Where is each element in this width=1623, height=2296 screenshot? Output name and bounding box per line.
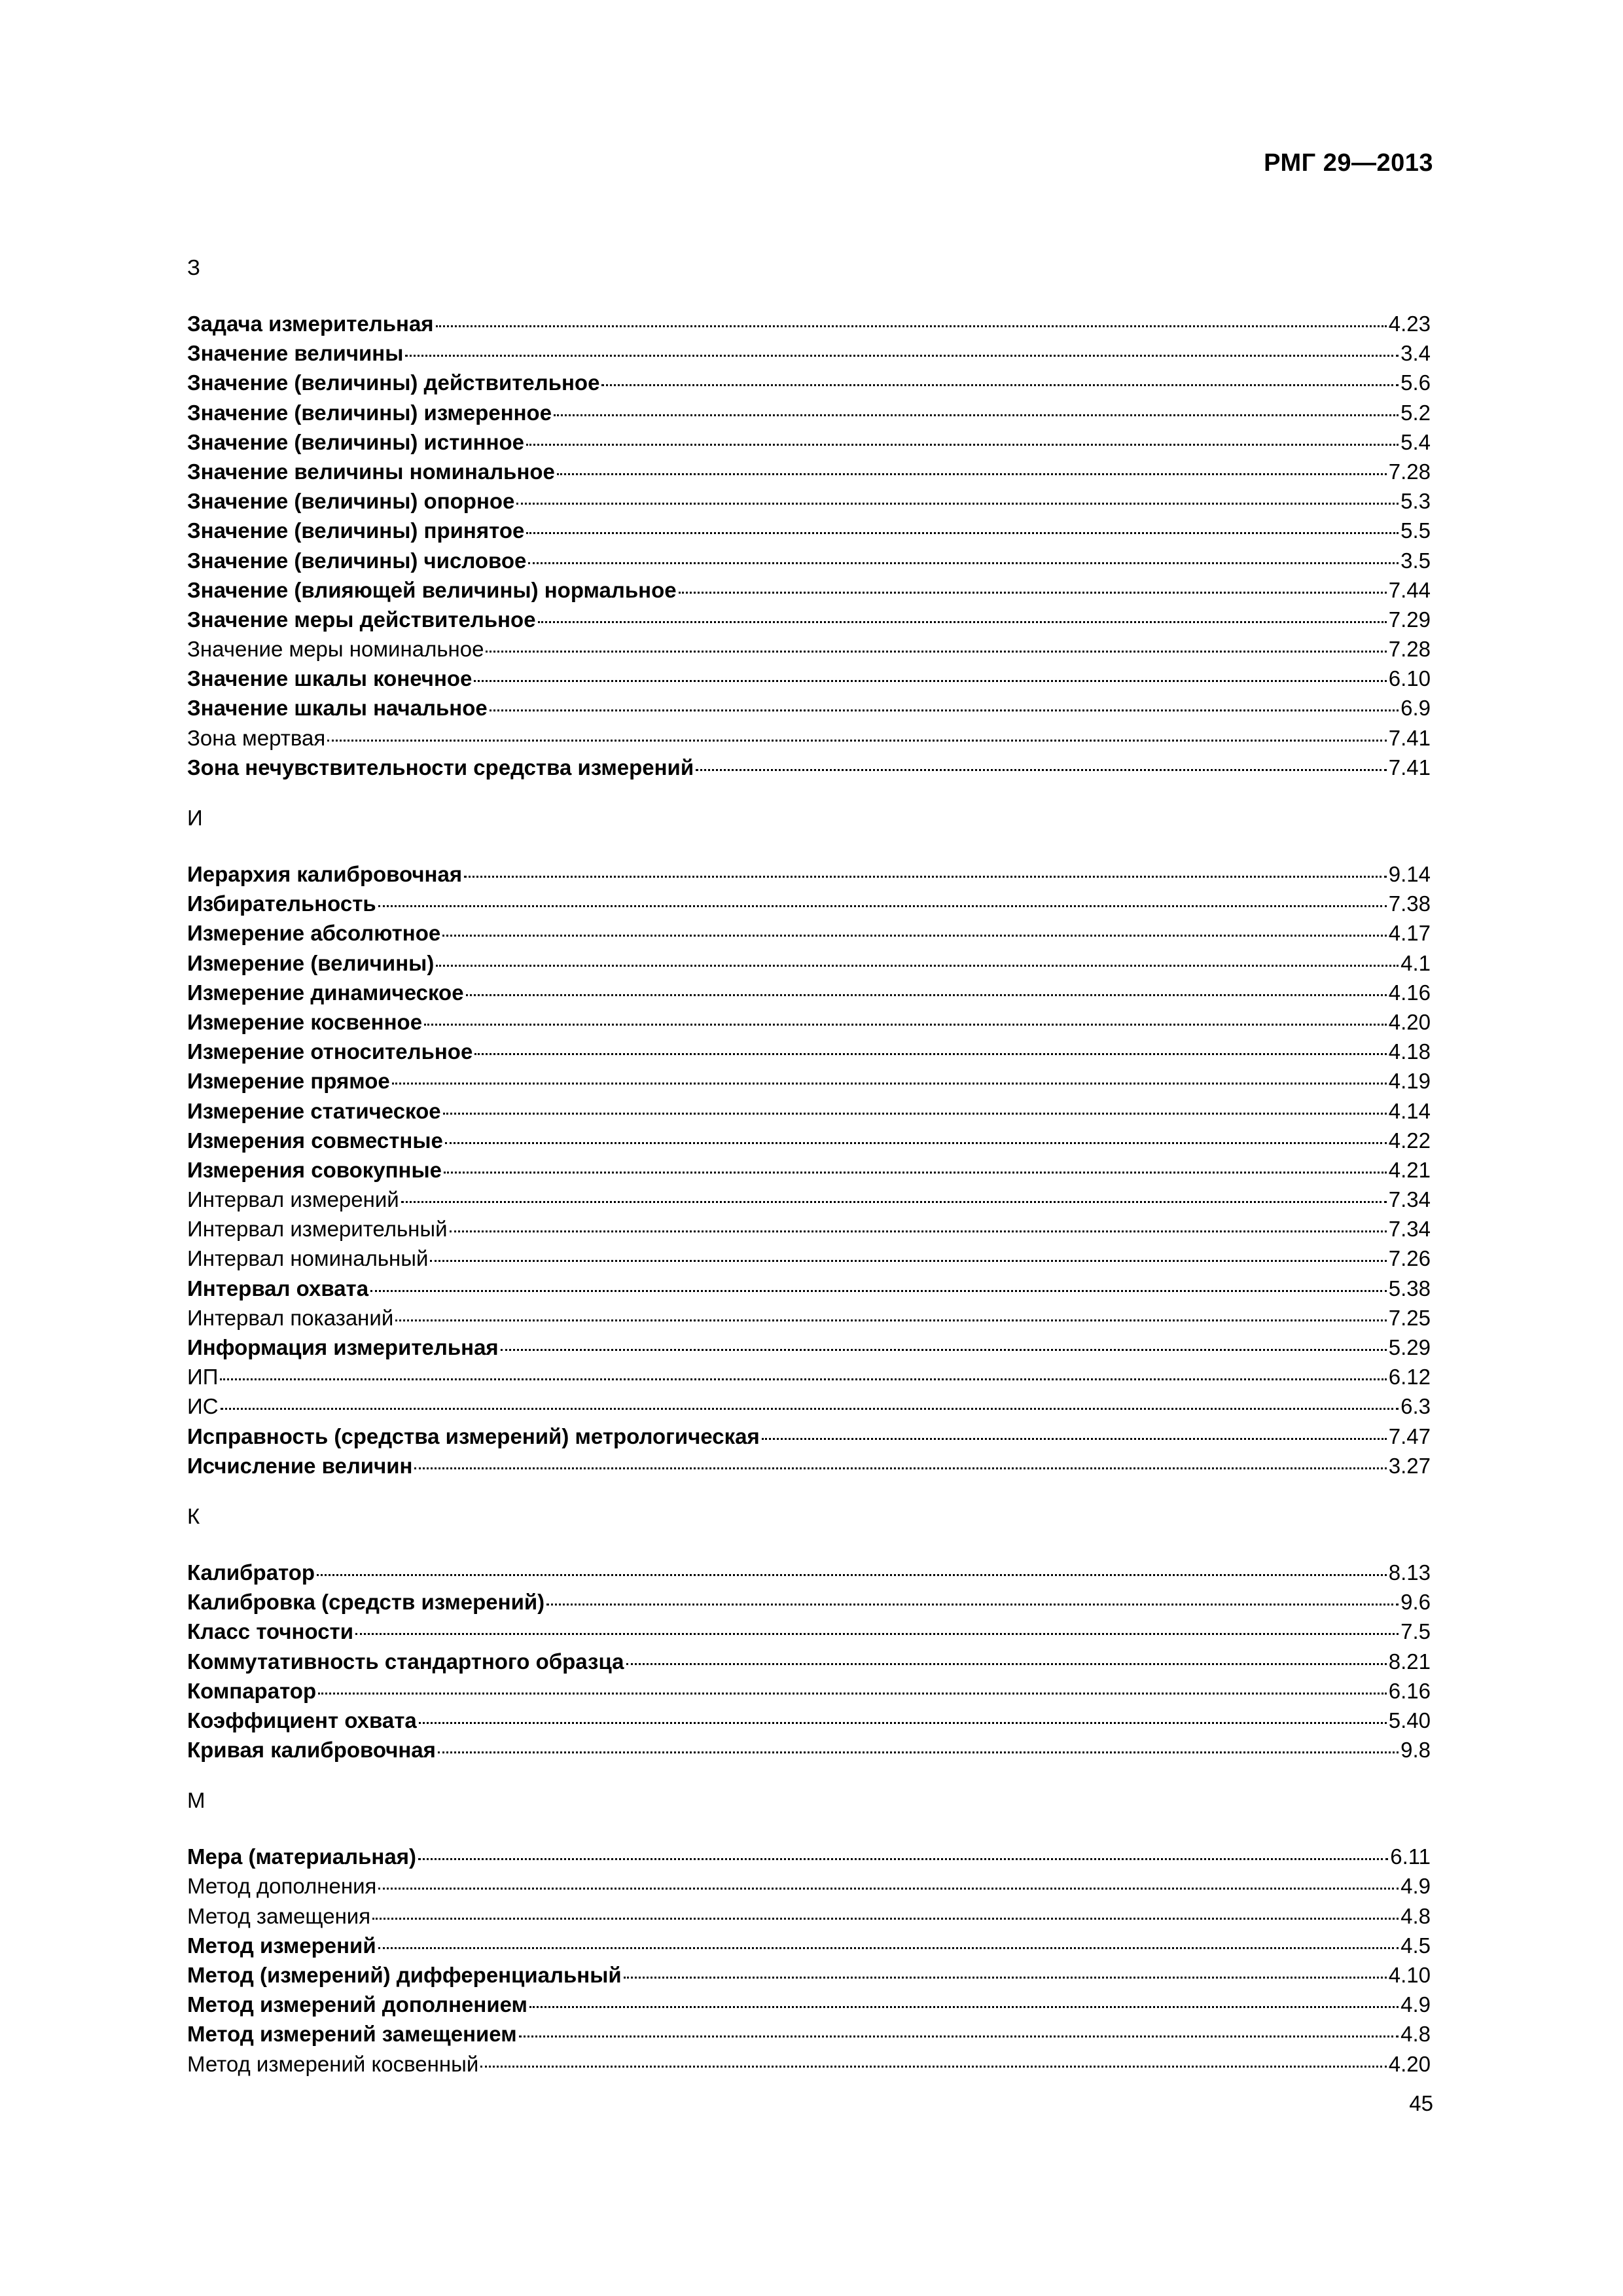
entry-reference: 7.28 bbox=[1388, 637, 1431, 662]
entry-term: Значение (величины) измеренное bbox=[187, 400, 552, 425]
entry-term: ИП bbox=[187, 1365, 219, 1390]
dot-leader bbox=[529, 2006, 1399, 2008]
entry-reference: 5.2 bbox=[1400, 400, 1431, 425]
dot-leader bbox=[624, 1977, 1387, 1979]
dot-leader bbox=[317, 1574, 1387, 1576]
alphabetical-index bbox=[187, 255, 1431, 2079]
entry-reference: 6.10 bbox=[1388, 666, 1431, 691]
dot-leader bbox=[419, 1722, 1387, 1724]
entry-reference: 3.27 bbox=[1388, 1453, 1431, 1478]
entry-reference: 7.34 bbox=[1388, 1217, 1431, 1242]
entry-reference: 7.28 bbox=[1388, 459, 1431, 484]
entry-reference: 4.9 bbox=[1400, 1992, 1431, 2017]
entry-term: Иерархия калибровочная bbox=[187, 862, 463, 886]
dot-leader bbox=[424, 1024, 1387, 1026]
dot-leader bbox=[696, 769, 1387, 771]
entry-term: Измерение косвенное bbox=[187, 1009, 423, 1034]
entry-term: Измерение (величины) bbox=[187, 950, 435, 975]
index-entry bbox=[187, 1214, 1431, 1244]
entry-reference: 5.40 bbox=[1388, 1708, 1431, 1732]
index-entry bbox=[187, 605, 1431, 634]
entry-term: Коэффициент охвата bbox=[187, 1708, 417, 1732]
index-entry bbox=[187, 368, 1431, 397]
dot-leader bbox=[464, 876, 1387, 878]
dot-leader bbox=[445, 1142, 1387, 1144]
dot-leader bbox=[430, 1260, 1386, 1262]
index-entry bbox=[187, 1007, 1431, 1037]
entry-term: Метод дополнения bbox=[187, 1874, 377, 1899]
entry-term: Измерение статическое bbox=[187, 1098, 441, 1123]
index-entry bbox=[187, 457, 1431, 486]
index-entry bbox=[187, 753, 1431, 782]
dot-leader bbox=[554, 414, 1399, 416]
dot-leader bbox=[474, 1053, 1386, 1055]
index-entry bbox=[187, 859, 1431, 889]
index-entry bbox=[187, 889, 1431, 918]
index-entry bbox=[187, 1706, 1431, 1735]
entry-reference: 5.38 bbox=[1388, 1276, 1431, 1300]
section-letter: З bbox=[187, 255, 200, 279]
dot-leader bbox=[370, 1290, 1387, 1292]
entry-reference: 9.14 bbox=[1388, 862, 1431, 886]
index-entry bbox=[187, 575, 1431, 605]
index-entry bbox=[187, 693, 1431, 723]
dot-leader bbox=[526, 532, 1399, 534]
entry-term: Класс точности bbox=[187, 1619, 354, 1644]
index-entry bbox=[187, 1587, 1431, 1617]
dot-leader bbox=[490, 709, 1399, 711]
index-entry bbox=[187, 1558, 1431, 1587]
index-entry bbox=[187, 1362, 1431, 1391]
dot-leader bbox=[528, 562, 1399, 564]
dot-leader bbox=[480, 2066, 1387, 2068]
index-entry bbox=[187, 1960, 1431, 1990]
entry-reference: 4.17 bbox=[1388, 921, 1431, 946]
index-entry bbox=[187, 2019, 1431, 2049]
index-entry bbox=[187, 1901, 1431, 1931]
page-number: 45 bbox=[1409, 2091, 1433, 2115]
entry-term: Избирательность bbox=[187, 891, 376, 916]
index-entry bbox=[187, 1185, 1431, 1214]
dot-leader bbox=[486, 651, 1386, 653]
section-letter: М bbox=[187, 1788, 205, 1813]
entry-reference: 6.9 bbox=[1400, 696, 1431, 721]
dot-leader bbox=[392, 1083, 1387, 1085]
dot-leader bbox=[626, 1663, 1387, 1665]
dot-leader bbox=[327, 740, 1387, 742]
dot-leader bbox=[438, 1751, 1399, 1753]
entry-term: Измерение динамическое bbox=[187, 980, 464, 1005]
entry-term: Значение (величины) опорное bbox=[187, 489, 515, 514]
entry-term: Исправность (средства измерений) метрологическая bbox=[187, 1424, 760, 1448]
entry-reference: 6.3 bbox=[1400, 1394, 1431, 1419]
entry-term: Интервал показаний bbox=[187, 1305, 394, 1330]
entry-term: Значение шкалы начальное bbox=[187, 696, 488, 721]
entry-reference: 5.4 bbox=[1400, 429, 1431, 454]
dot-leader bbox=[557, 473, 1387, 475]
entry-reference: 4.8 bbox=[1400, 2022, 1431, 2047]
entry-term: Значение (влияющей величины) нормальное bbox=[187, 577, 677, 602]
entry-term: Метод измерений дополнением bbox=[187, 1992, 527, 2017]
dot-leader bbox=[762, 1438, 1387, 1440]
entry-reference: 7.26 bbox=[1388, 1246, 1431, 1271]
dot-leader bbox=[538, 621, 1387, 623]
entry-term: Измерение абсолютное bbox=[187, 921, 441, 946]
dot-leader bbox=[318, 1693, 1387, 1695]
entry-reference: 9.8 bbox=[1400, 1738, 1431, 1763]
dot-leader bbox=[418, 1858, 1388, 1860]
entry-reference: 7.29 bbox=[1388, 607, 1431, 632]
entry-term: Зона нечувствительности средства измерений bbox=[187, 755, 694, 780]
entry-term: Калибровка (средств измерений) bbox=[187, 1590, 545, 1615]
index-entry bbox=[187, 978, 1431, 1007]
entry-reference: 5.29 bbox=[1388, 1335, 1431, 1359]
index-entry bbox=[187, 516, 1431, 545]
dot-leader bbox=[436, 965, 1399, 967]
entry-term: Значение (величины) принятое bbox=[187, 518, 525, 543]
dot-leader bbox=[450, 1230, 1387, 1232]
dot-leader bbox=[378, 1888, 1399, 1890]
entry-term: Метод измерений bbox=[187, 1933, 376, 1958]
index-entry bbox=[187, 2049, 1431, 2079]
entry-term: Значение величины номинальное bbox=[187, 459, 555, 484]
index-entry bbox=[187, 1422, 1431, 1451]
entry-reference: 5.5 bbox=[1400, 518, 1431, 543]
entry-term: Коммутативность стандартного образца bbox=[187, 1649, 624, 1674]
index-entry bbox=[187, 1676, 1431, 1706]
entry-reference: 7.5 bbox=[1400, 1619, 1431, 1644]
entry-reference: 4.21 bbox=[1388, 1157, 1431, 1182]
index-entry bbox=[187, 427, 1431, 457]
entry-reference: 4.19 bbox=[1388, 1069, 1431, 1094]
dot-leader bbox=[401, 1201, 1387, 1203]
index-entry bbox=[187, 1333, 1431, 1362]
index-entry bbox=[187, 1451, 1431, 1480]
dot-leader bbox=[395, 1319, 1386, 1321]
entry-reference: 4.20 bbox=[1388, 2051, 1431, 2076]
entry-reference: 4.10 bbox=[1388, 1963, 1431, 1987]
index-section bbox=[187, 1788, 1431, 2079]
index-entry bbox=[187, 918, 1431, 948]
index-entry bbox=[187, 338, 1431, 368]
dot-leader bbox=[501, 1349, 1387, 1351]
entry-term: Метод (измерений) дифференциальный bbox=[187, 1963, 622, 1987]
entry-term: Задача измерительная bbox=[187, 312, 434, 336]
dot-leader bbox=[372, 1918, 1399, 1920]
entry-term: Измерения совокупные bbox=[187, 1157, 442, 1182]
dot-leader bbox=[414, 1467, 1386, 1469]
index-entry bbox=[187, 1037, 1431, 1066]
entry-reference: 4.14 bbox=[1388, 1098, 1431, 1123]
entry-term: Интервал измерительный bbox=[187, 1217, 448, 1242]
index-entry bbox=[187, 486, 1431, 516]
entry-reference: 9.6 bbox=[1400, 1590, 1431, 1615]
index-entry bbox=[187, 1931, 1431, 1960]
entry-reference: 4.8 bbox=[1400, 1903, 1431, 1928]
entry-term: Метод измерений косвенный bbox=[187, 2051, 479, 2076]
entry-reference: 4.22 bbox=[1388, 1128, 1431, 1153]
index-entry bbox=[187, 1617, 1431, 1646]
dot-leader bbox=[442, 935, 1387, 937]
dot-leader bbox=[679, 592, 1387, 594]
index-entry bbox=[187, 1096, 1431, 1126]
dot-leader bbox=[516, 503, 1399, 505]
entry-term: Компаратор bbox=[187, 1678, 317, 1703]
entry-reference: 3.4 bbox=[1400, 341, 1431, 366]
entry-term: Измерение относительное bbox=[187, 1039, 473, 1064]
entry-reference: 5.3 bbox=[1400, 489, 1431, 514]
entry-term: Значение (величины) истинное bbox=[187, 429, 525, 454]
entry-term: Интервал номинальный bbox=[187, 1246, 429, 1271]
dot-leader bbox=[519, 2036, 1399, 2037]
index-entry bbox=[187, 1244, 1431, 1273]
entry-reference: 8.13 bbox=[1388, 1560, 1431, 1585]
entry-reference: 7.44 bbox=[1388, 577, 1431, 602]
dot-leader bbox=[220, 1378, 1386, 1380]
entry-term: Значение шкалы конечное bbox=[187, 666, 473, 691]
entry-term: Зона мертвая bbox=[187, 725, 326, 750]
dot-leader bbox=[405, 355, 1399, 357]
dot-leader bbox=[526, 444, 1399, 446]
entry-reference: 7.47 bbox=[1388, 1424, 1431, 1448]
entry-term: Значение (величины) действительное bbox=[187, 370, 600, 395]
entry-term: ИС bbox=[187, 1394, 219, 1419]
index-entry bbox=[187, 1842, 1431, 1871]
entry-reference: 8.21 bbox=[1388, 1649, 1431, 1674]
index-entry bbox=[187, 664, 1431, 693]
dot-leader bbox=[443, 1113, 1387, 1115]
index-entry bbox=[187, 723, 1431, 753]
entry-reference: 7.41 bbox=[1388, 755, 1431, 780]
index-entry bbox=[187, 398, 1431, 427]
entry-reference: 6.11 bbox=[1390, 1844, 1431, 1869]
index-entry bbox=[187, 1391, 1431, 1421]
entry-term: Информация измерительная bbox=[187, 1335, 499, 1359]
index-entry bbox=[187, 1647, 1431, 1676]
entry-term: Значение меры действительное bbox=[187, 607, 536, 632]
entry-term: Значение меры номинальное bbox=[187, 637, 484, 662]
dot-leader bbox=[221, 1408, 1399, 1410]
entry-reference: 4.9 bbox=[1400, 1874, 1431, 1899]
index-entry bbox=[187, 1871, 1431, 1901]
index-entry bbox=[187, 1303, 1431, 1333]
dot-leader bbox=[466, 994, 1387, 996]
index-entry bbox=[187, 1126, 1431, 1155]
entry-term: Интервал охвата bbox=[187, 1276, 369, 1300]
entry-term: Метод замещения bbox=[187, 1903, 371, 1928]
entry-reference: 7.34 bbox=[1388, 1187, 1431, 1212]
index-entry bbox=[187, 948, 1431, 978]
entry-reference: 6.12 bbox=[1388, 1365, 1431, 1390]
dot-leader bbox=[546, 1604, 1399, 1605]
entry-reference: 4.5 bbox=[1400, 1933, 1431, 1958]
dot-leader bbox=[474, 680, 1386, 682]
entry-reference: 4.20 bbox=[1388, 1009, 1431, 1034]
document-header: РМГ 29—2013 bbox=[1264, 149, 1433, 177]
dot-leader bbox=[355, 1633, 1399, 1635]
index-entry bbox=[187, 1155, 1431, 1185]
entry-reference: 5.6 bbox=[1400, 370, 1431, 395]
entry-term: Интервал измерений bbox=[187, 1187, 399, 1212]
entry-reference: 4.18 bbox=[1388, 1039, 1431, 1064]
index-entry bbox=[187, 634, 1431, 664]
entry-term: Калибратор bbox=[187, 1560, 315, 1585]
index-entry bbox=[187, 1990, 1431, 2019]
entry-reference: 3.5 bbox=[1400, 548, 1431, 573]
index-entry bbox=[187, 1066, 1431, 1096]
entry-reference: 4.23 bbox=[1388, 312, 1431, 336]
entry-term: Значение (величины) числовое bbox=[187, 548, 527, 573]
entry-reference: 7.38 bbox=[1388, 891, 1431, 916]
index-section bbox=[187, 255, 1431, 782]
index-section bbox=[187, 1503, 1431, 1765]
dot-leader bbox=[378, 905, 1387, 907]
entry-term: Мера (материальная) bbox=[187, 1844, 416, 1869]
index-entry bbox=[187, 1735, 1431, 1765]
entry-reference: 7.25 bbox=[1388, 1305, 1431, 1330]
entry-term: Значение величины bbox=[187, 341, 404, 366]
section-letter: И bbox=[187, 806, 203, 830]
dot-leader bbox=[444, 1172, 1387, 1174]
dot-leader bbox=[378, 1947, 1399, 1949]
entry-term: Исчисление величин bbox=[187, 1453, 413, 1478]
entry-reference: 4.16 bbox=[1388, 980, 1431, 1005]
entry-reference: 7.41 bbox=[1388, 725, 1431, 750]
entry-reference: 6.16 bbox=[1388, 1678, 1431, 1703]
index-entry bbox=[187, 546, 1431, 575]
index-entry bbox=[187, 1274, 1431, 1303]
entry-term: Кривая калибровочная bbox=[187, 1738, 436, 1763]
entry-term: Метод измерений замещением bbox=[187, 2022, 517, 2047]
dot-leader bbox=[436, 325, 1387, 327]
index-entry bbox=[187, 309, 1431, 338]
index-section bbox=[187, 808, 1431, 1480]
section-letter: К bbox=[187, 1503, 200, 1528]
dot-leader bbox=[601, 384, 1399, 386]
entry-term: Измерения совместные bbox=[187, 1128, 443, 1153]
entry-term: Измерение прямое bbox=[187, 1069, 390, 1094]
entry-reference: 4.1 bbox=[1400, 950, 1431, 975]
